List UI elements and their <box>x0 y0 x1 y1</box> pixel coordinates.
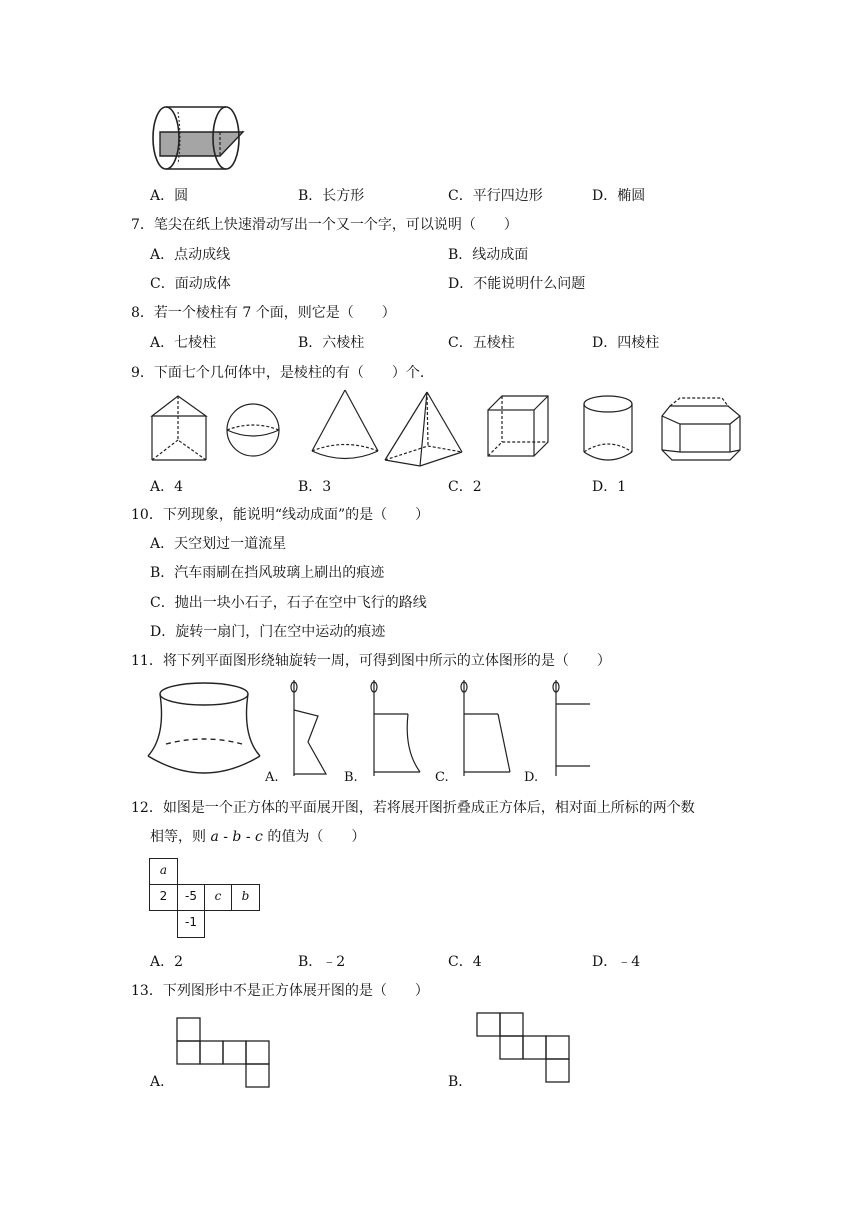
square-pyramid-icon <box>385 392 462 466</box>
q10-option-a[interactable]: A．天空划过一道流星 <box>150 536 287 552</box>
q8-option-d[interactable]: D．四棱柱 <box>592 335 660 351</box>
q9-option-d[interactable]: D．1 <box>592 479 627 495</box>
q7-option-a[interactable]: A．点动成线 <box>150 247 231 263</box>
q8-stem: 8．若一个棱柱有 7 个面，则它是（ ） <box>131 305 396 321</box>
q12-stem-line1: 12．如图是一个正方体的平面展开图，若将展开图折叠成正方体后，相对面上所标的两个数 <box>131 800 695 816</box>
q9-option-c[interactable]: C．2 <box>448 479 482 495</box>
flared-solid-figure <box>144 678 264 782</box>
q13-option-a[interactable]: A． <box>150 1074 175 1090</box>
net-cell-neg1: -1 <box>177 910 205 938</box>
q6-option-c[interactable]: C．平行四边形 <box>448 188 543 204</box>
net-cell-b: b <box>231 884 260 911</box>
q7-option-b[interactable]: B．线动成面 <box>448 247 529 263</box>
q12-stem-line2: 相等，则 a - b - c 的值为（ ） <box>150 829 366 845</box>
cube-icon <box>488 396 548 456</box>
sphere-icon <box>227 404 279 456</box>
seven-solids-figure <box>140 388 760 470</box>
q9-stem: 9．下面七个几何体中，是棱柱的有（ ）个． <box>131 365 434 381</box>
cylinder-icon <box>584 396 632 460</box>
net-cell-a: a <box>149 858 178 885</box>
q12-option-c[interactable]: C．4 <box>448 954 482 970</box>
q7-stem: 7．笔尖在纸上快速滑动写出一个又一个字，可以说明（ ） <box>131 217 518 233</box>
net-cell-c: c <box>204 884 232 911</box>
q13-option-b[interactable]: B． <box>448 1074 473 1090</box>
hexagonal-prism-icon <box>662 398 740 460</box>
horizontal-cylinder-figure <box>148 102 248 178</box>
q7-option-d[interactable]: D．不能说明什么问题 <box>448 276 586 292</box>
q12-option-b[interactable]: B．﹣2 <box>298 954 346 970</box>
q11-stem: 11．将下列平面图形绕轴旋转一周，可得到图中所示的立体图形的是（ ） <box>131 653 611 669</box>
q9-option-a[interactable]: A．4 <box>150 479 184 495</box>
q11-label-d[interactable]: D. <box>524 770 539 785</box>
cone-icon <box>312 390 378 459</box>
q11-label-a[interactable]: A. <box>265 770 279 785</box>
q7-option-c[interactable]: C．面动成体 <box>150 276 231 292</box>
q6-option-d[interactable]: D．椭圆 <box>592 188 646 204</box>
q10-stem: 10．下列现象，能说明“线动成面”的是（ ） <box>131 507 430 523</box>
q12-option-a[interactable]: A．2 <box>150 954 184 970</box>
q10-option-d[interactable]: D．旋转一扇门，门在空中运动的痕迹 <box>150 624 386 640</box>
net-cell-neg5: -5 <box>177 884 205 911</box>
q9-option-b[interactable]: B．3 <box>298 479 332 495</box>
q11-label-c[interactable]: C. <box>435 770 449 785</box>
net-figure-b <box>476 1012 572 1084</box>
q12-option-d[interactable]: D．﹣4 <box>592 954 641 970</box>
net-cell-2: 2 <box>149 884 178 911</box>
q8-option-b[interactable]: B．六棱柱 <box>298 335 365 351</box>
q6-option-a[interactable]: A．圆 <box>150 188 189 204</box>
net-figure-a <box>176 1017 272 1089</box>
q13-stem: 13．下列图形中不是正方体展开图的是（ ） <box>131 983 429 999</box>
q8-option-a[interactable]: A．七棱柱 <box>150 335 217 351</box>
q12-expression: a - b - c <box>210 829 263 845</box>
triangular-prism-icon <box>152 396 206 460</box>
q8-option-c[interactable]: C．五棱柱 <box>448 335 515 351</box>
q11-label-b[interactable]: B. <box>344 770 358 785</box>
q10-option-c[interactable]: C．抛出一块小石子，石子在空中飞行的路线 <box>150 595 427 611</box>
q10-option-b[interactable]: B．汽车雨刷在挡风玻璃上刷出的痕迹 <box>150 565 385 581</box>
q6-option-b[interactable]: B．长方形 <box>298 188 365 204</box>
axis-shape-options <box>260 680 590 784</box>
